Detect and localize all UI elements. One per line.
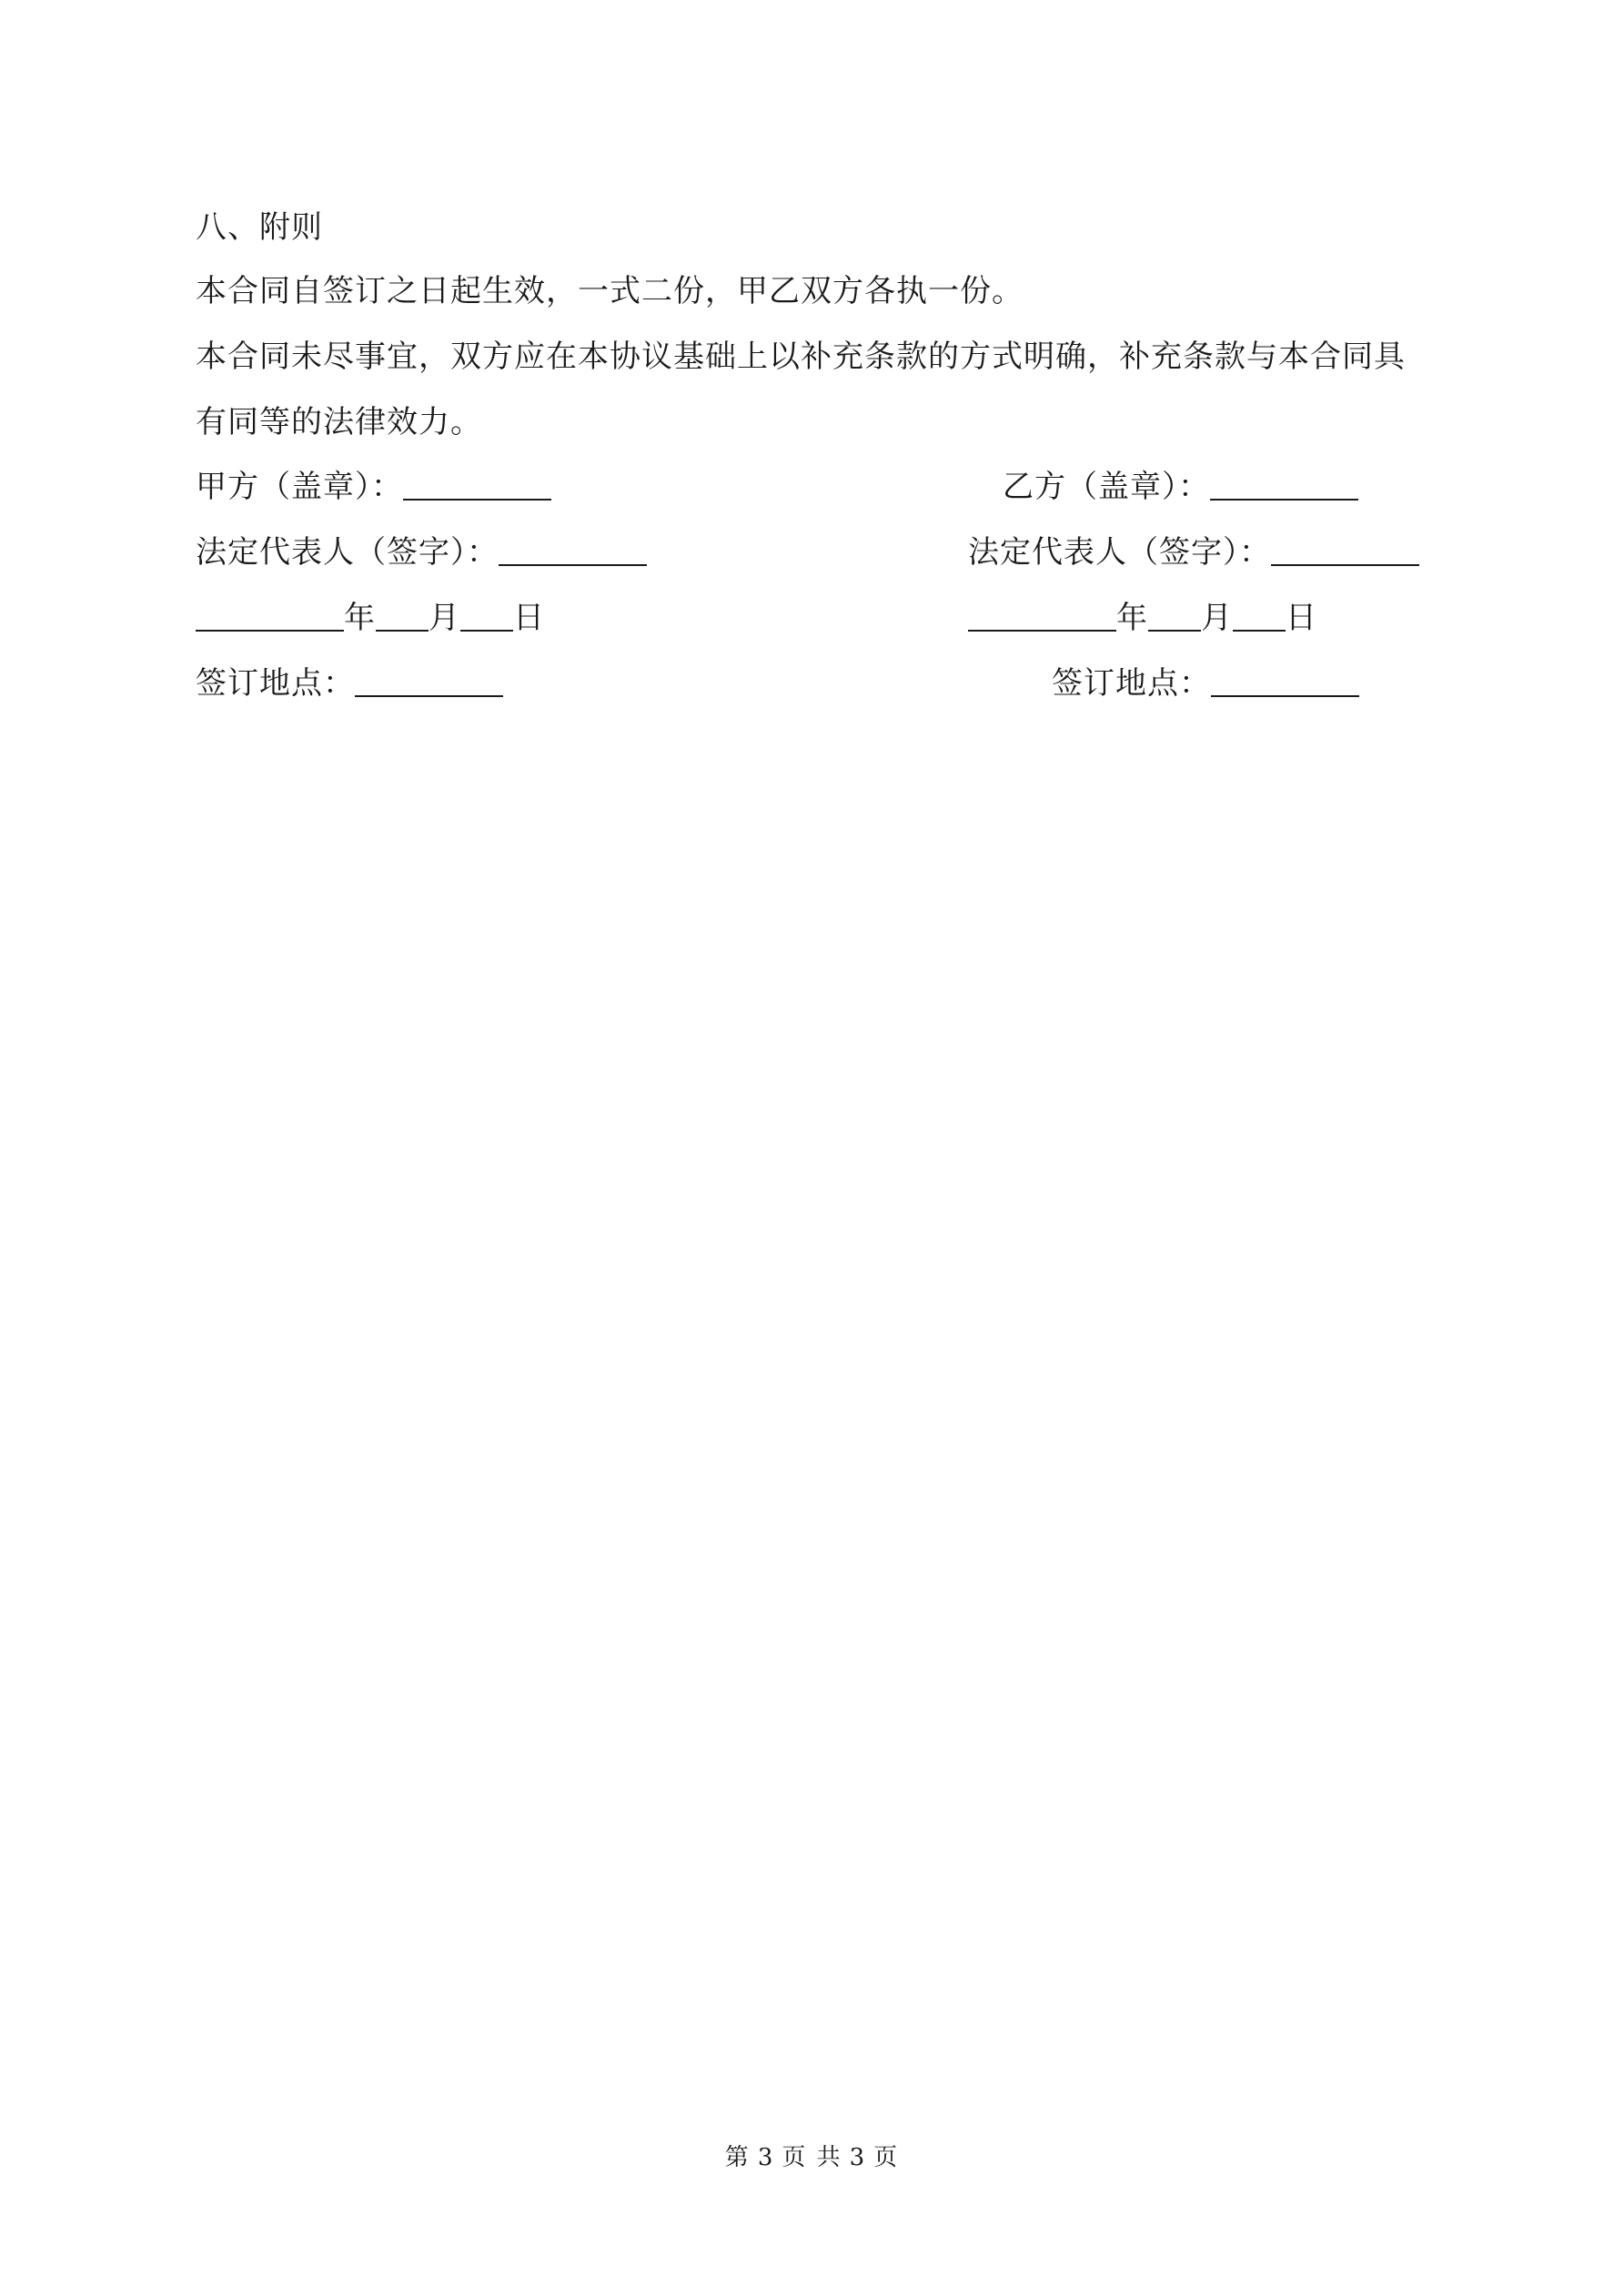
paragraph-supplement-line1: 本合同未尽事宜，双方应在本协议基础上以补充条款的方式明确，补充条款与本合同具 [196,339,1406,375]
party-a-place [196,665,503,702]
party-b-place-label: 签订地点： [1052,665,1211,702]
party-b-seal [1003,469,1358,505]
party-a-year-label: 年 [344,600,376,636]
paragraph-supplement-line2: 有同等的法律效力。 [196,404,482,440]
page-footer [0,2143,1624,2172]
page-prefix: 第 [724,2144,751,2171]
party-b-year-label: 年 [1116,600,1148,636]
party-a-year-blank [196,602,344,632]
party-b-seal-label: 乙方（盖章）： [1003,469,1210,505]
party-b-date [968,600,1317,636]
party-a-place-blank [355,668,503,697]
party-a-place-label: 签订地点： [196,665,355,702]
party-a-month-label: 月 [429,600,460,636]
party-b-legal-rep-label: 法定代表人（签字）： [968,534,1271,571]
party-a-seal-label: 甲方（盖章）： [196,469,403,505]
party-b-place [1052,665,1359,702]
party-a-legal-rep-label: 法定代表人（签字）： [196,534,499,571]
party-a-legal-rep [196,534,647,571]
total-pages-number: 3 [849,2144,867,2171]
party-b-day-label: 日 [1286,600,1317,636]
party-b-month-label: 月 [1201,600,1233,636]
section-heading: 八、附则 [196,209,323,246]
party-b-legal-rep [968,534,1419,571]
party-b-day-blank [1233,602,1286,632]
party-a-month-blank [376,602,429,632]
party-b-seal-blank [1210,471,1358,501]
page-middle: 页 共 [782,2144,842,2171]
current-page-number: 3 [757,2144,775,2171]
party-a-day-blank [460,602,513,632]
party-a-date [196,600,545,636]
party-b-place-blank [1211,668,1359,697]
page-suffix: 页 [873,2144,900,2171]
party-b-year-blank [968,602,1116,632]
party-a-seal [196,469,551,505]
party-b-month-blank [1148,602,1201,632]
party-a-day-label: 日 [513,600,545,636]
paragraph-effective: 本合同自签订之日起生效，一式二份，甲乙双方各执一份。 [196,273,1024,309]
party-b-legal-rep-blank [1271,537,1419,566]
party-a-seal-blank [403,471,551,501]
party-a-legal-rep-blank [499,537,647,566]
